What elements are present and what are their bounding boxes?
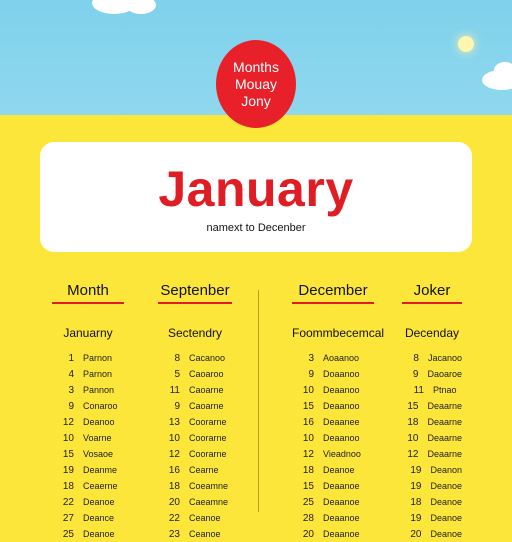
day-label: Aoaanoo (323, 353, 360, 363)
day-label: Deance (83, 513, 115, 523)
day-number: 13 (168, 416, 180, 428)
column-rows (292, 350, 374, 542)
list-item (158, 494, 232, 510)
day-number: 10 (302, 432, 314, 444)
day-number: 10 (302, 384, 314, 396)
day-number: 3 (68, 384, 74, 396)
day-label: Daoaroe (427, 369, 462, 379)
day-number: 9 (412, 368, 419, 380)
list-item (292, 494, 374, 510)
day-label: Deaanoe (323, 497, 360, 507)
day-number: 18 (302, 464, 314, 476)
day-number: 8 (174, 352, 180, 364)
day-label: Deanoe (323, 465, 355, 475)
list-item (292, 510, 374, 526)
day-label: Vosaoe (83, 449, 114, 459)
day-number: 11 (413, 384, 424, 396)
column-rows (158, 350, 232, 542)
list-item (402, 430, 462, 446)
sun (458, 36, 474, 52)
list-item (292, 414, 374, 430)
day-label: Cearne (189, 465, 219, 475)
day-label: Cacanoo (189, 353, 226, 363)
day-label: Deanoe (430, 481, 462, 491)
cloud-right-small (494, 62, 512, 78)
day-label: Ceanoe (189, 529, 221, 539)
day-number: 18 (168, 480, 180, 492)
day-label: Jacanoo (427, 353, 462, 363)
day-number: 15 (62, 448, 74, 460)
list-item (52, 462, 124, 478)
list-item (52, 510, 124, 526)
list-item (292, 382, 374, 398)
day-label: Deaanoo (323, 433, 360, 443)
day-number: 20 (302, 528, 314, 540)
badge-line: Months (233, 58, 279, 75)
list-item (52, 446, 124, 462)
list-item (52, 398, 124, 414)
day-number: 18 (410, 496, 422, 508)
list-item (402, 462, 462, 478)
list-item (52, 414, 124, 430)
list-item (158, 414, 232, 430)
month-column (292, 282, 385, 542)
column-header: Month (52, 282, 124, 304)
day-label: Pannon (83, 385, 115, 395)
month-card (40, 142, 472, 252)
day-number: 15 (302, 480, 314, 492)
list-item (52, 366, 124, 382)
day-label: Deanoe (430, 529, 462, 539)
month-subtitle: namext to Decenber (206, 222, 306, 234)
list-item (292, 430, 374, 446)
day-number: 23 (168, 528, 180, 540)
day-number: 19 (410, 480, 422, 492)
list-item (402, 414, 462, 430)
day-number: 20 (168, 496, 180, 508)
day-label: Parnon (83, 353, 113, 363)
day-number: 22 (62, 496, 74, 508)
day-label: Deaarne (427, 449, 462, 459)
month-column (158, 282, 232, 542)
day-number: 19 (410, 512, 422, 524)
day-number: 19 (410, 464, 422, 476)
day-label: Deanoe (430, 497, 462, 507)
list-item (402, 494, 462, 510)
day-number: 8 (413, 352, 419, 364)
day-number: 25 (302, 496, 314, 508)
list-item (158, 430, 232, 446)
day-number: 10 (168, 432, 180, 444)
day-number: 28 (302, 512, 314, 524)
day-label: Deanoe (83, 529, 115, 539)
column-rows (52, 350, 124, 542)
day-label: Deaanee (323, 417, 360, 427)
day-number: 10 (62, 432, 74, 444)
day-label: Deanon (430, 465, 462, 475)
day-label: Deaarne (427, 417, 462, 427)
day-number: 22 (168, 512, 180, 524)
day-number: 9 (174, 400, 180, 412)
day-number: 4 (68, 368, 74, 380)
day-label: Deaanoo (323, 385, 360, 395)
day-label: Conaroo (83, 401, 118, 411)
list-item (158, 398, 232, 414)
list-item (402, 366, 462, 382)
day-number: 11 (169, 384, 180, 396)
day-number: 1 (68, 352, 74, 364)
day-number: 5 (174, 368, 180, 380)
day-number: 25 (62, 528, 74, 540)
day-label: Voarne (83, 433, 112, 443)
day-number: 12 (302, 448, 314, 460)
list-item (292, 398, 374, 414)
list-item (292, 446, 374, 462)
list-item (52, 526, 124, 542)
day-number: 16 (168, 464, 180, 476)
day-number: 12 (407, 448, 419, 460)
column-subheader: Januarny (63, 326, 113, 340)
day-label: Vieadnoo (323, 449, 361, 459)
list-item (52, 350, 124, 366)
day-label: Caeamne (189, 497, 229, 507)
day-number: 10 (407, 432, 419, 444)
list-item (292, 462, 374, 478)
column-header: Septenber (158, 282, 232, 304)
day-number: 9 (308, 368, 314, 380)
list-item (402, 510, 462, 526)
badge-line: Jony (241, 92, 271, 109)
day-label: Deaanoe (323, 513, 360, 523)
list-item (292, 350, 374, 366)
day-number: 3 (308, 352, 314, 364)
day-label: Coorarne (189, 433, 227, 443)
column-subheader: Foommbecemcal (292, 326, 385, 340)
day-label: Deaanoo (323, 401, 360, 411)
day-label: Parnon (83, 369, 113, 379)
list-item (158, 478, 232, 494)
list-item (402, 350, 462, 366)
day-label: Deanoe (430, 513, 462, 523)
list-item (402, 382, 462, 398)
day-label: Deaarne (427, 401, 462, 411)
day-label: Ceanoe (189, 513, 221, 523)
list-item (52, 494, 124, 510)
day-label: Caoarne (189, 401, 224, 411)
column-divider (258, 290, 259, 512)
day-label: Caoaroo (189, 369, 224, 379)
list-item (158, 382, 232, 398)
day-label: Coorarne (189, 449, 227, 459)
list-item (52, 478, 124, 494)
month-column (52, 282, 124, 542)
column-header: Joker (402, 282, 462, 304)
month-column (402, 282, 462, 542)
day-label: Deaanoe (323, 481, 360, 491)
column-rows (402, 350, 462, 542)
column-subheader: Sectendry (167, 326, 223, 340)
list-item (52, 382, 124, 398)
day-number: 9 (68, 400, 74, 412)
day-number: 20 (410, 528, 422, 540)
title-badge (216, 40, 296, 128)
day-number: 19 (62, 464, 74, 476)
day-label: Deanoe (83, 497, 115, 507)
day-label: Deanoo (83, 417, 115, 427)
list-item (402, 446, 462, 462)
list-item (292, 478, 374, 494)
day-label: Ceaerne (83, 481, 118, 491)
list-item (158, 526, 232, 542)
list-item (402, 398, 462, 414)
day-number: 18 (407, 416, 419, 428)
column-header: December (292, 282, 374, 304)
day-label: Caoarne (189, 385, 224, 395)
list-item (158, 462, 232, 478)
list-item (158, 366, 232, 382)
list-item (292, 526, 374, 542)
day-label: Deanme (83, 465, 118, 475)
day-number: 12 (168, 448, 180, 460)
day-number: 27 (62, 512, 74, 524)
month-title: January (158, 161, 354, 217)
list-item (158, 350, 232, 366)
day-label: Coeamne (189, 481, 229, 491)
day-number: 16 (302, 416, 314, 428)
day-label: Coorarne (189, 417, 227, 427)
list-item (402, 526, 462, 542)
day-label: Deaarne (427, 433, 462, 443)
day-label: Doaanoo (323, 369, 360, 379)
list-item (402, 478, 462, 494)
badge-line: Mouay (234, 75, 278, 92)
day-label: Ptnao (433, 385, 457, 395)
day-number: 15 (302, 400, 314, 412)
day-number: 15 (407, 400, 419, 412)
list-item (52, 430, 124, 446)
day-number: 18 (62, 480, 74, 492)
list-item (292, 366, 374, 382)
day-label: Deaanoe (323, 529, 360, 539)
list-item (158, 510, 232, 526)
column-subheader: Decenday (404, 326, 460, 340)
list-item (158, 446, 232, 462)
day-number: 12 (62, 416, 74, 428)
